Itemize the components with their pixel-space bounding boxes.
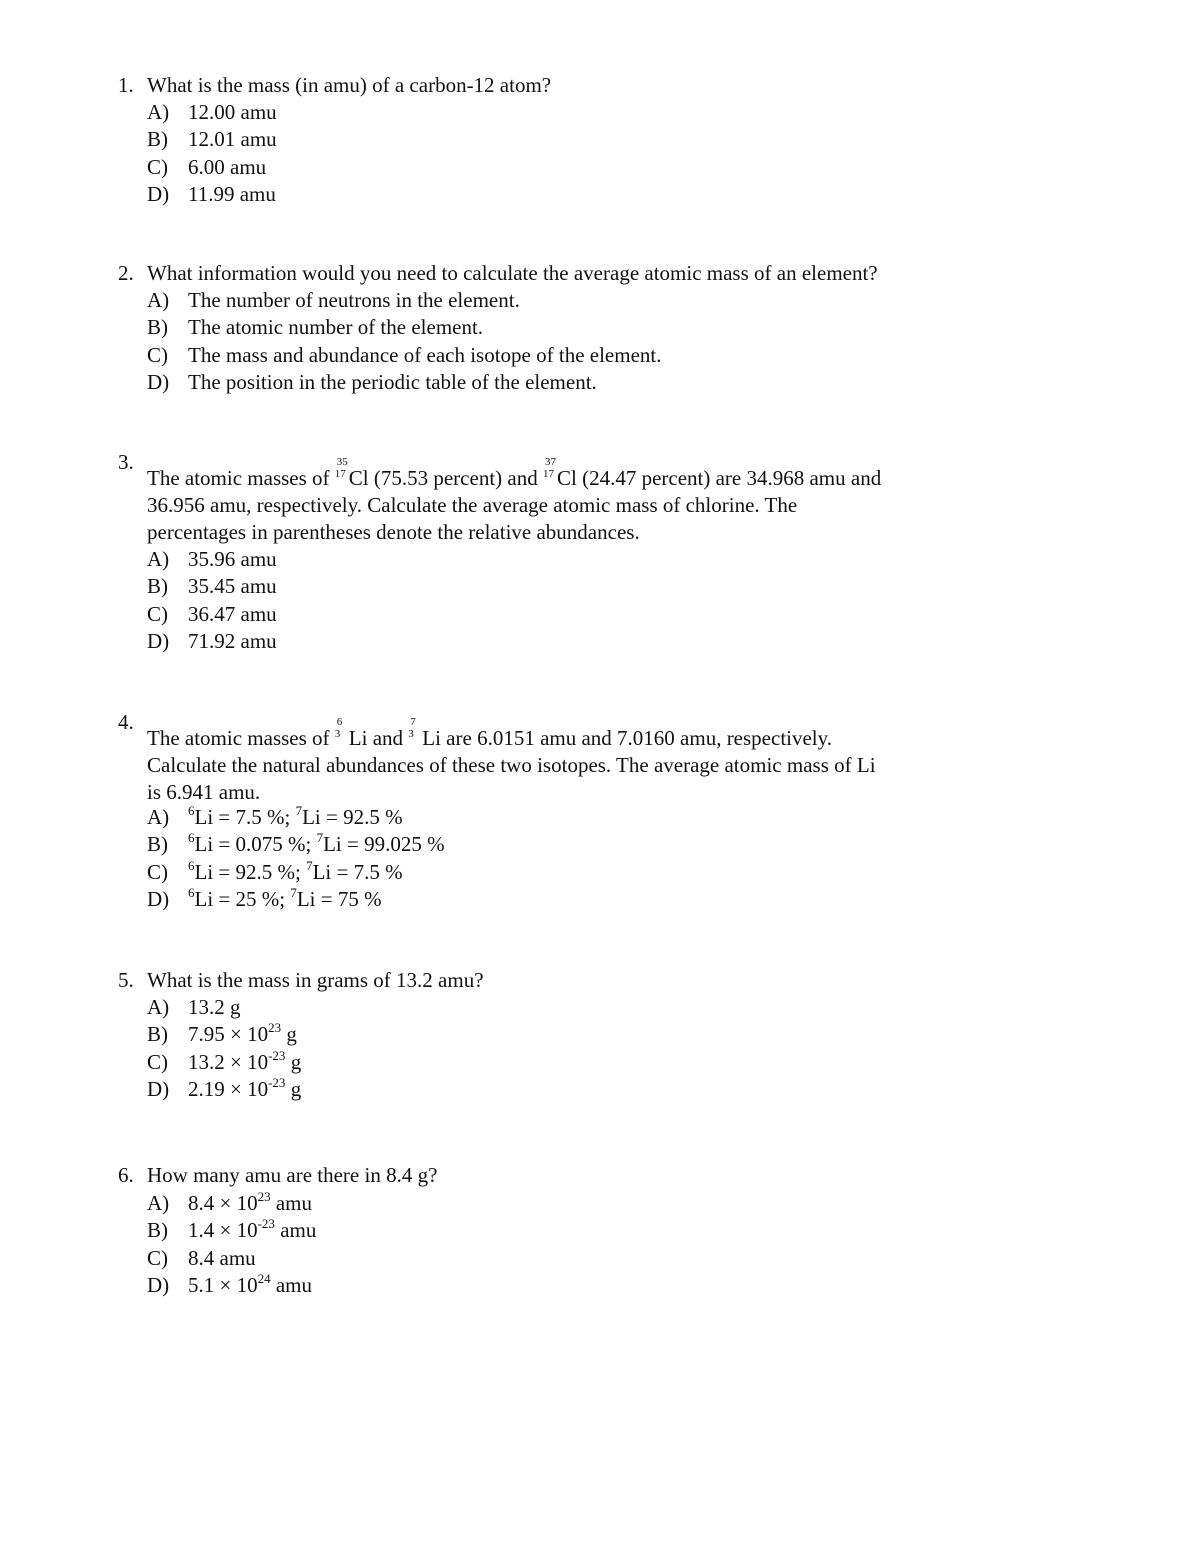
isotope-notation <box>408 716 422 745</box>
option-text: Li = 92.5 % <box>302 805 403 829</box>
option-text: 35.45 amu <box>188 574 277 599</box>
mass-number-superscript: 7 <box>306 857 313 873</box>
option-letter: B) <box>147 315 168 340</box>
option-text: 6.00 amu <box>188 154 267 179</box>
answer-options <box>147 804 445 913</box>
isotope-mass-number: 35 <box>336 456 348 468</box>
mass-number-superscript: 6 <box>188 830 195 846</box>
option-letter: A) <box>147 995 170 1019</box>
exponent: -23 <box>268 1047 286 1063</box>
option-unit: g <box>285 1076 302 1101</box>
option-text: The atomic number of the element. <box>188 315 484 340</box>
question-text: What is the mass in grams of 13.2 amu? <box>147 968 484 992</box>
option-text: Li = 92.5 %; <box>194 859 307 884</box>
option-letter: C) <box>147 342 168 367</box>
option-letter: B) <box>147 1218 168 1243</box>
option-d[interactable] <box>147 1272 316 1299</box>
option-letter: A) <box>147 547 170 571</box>
isotope-notation <box>334 716 349 745</box>
question-text: What is the mass (in amu) of a carbon-12 atom? <box>147 73 552 97</box>
question-number: 5. <box>118 968 134 992</box>
option-letter: A) <box>147 805 170 829</box>
question-number: 3. <box>118 450 134 474</box>
option-text: 7.95 × 10 <box>188 1022 269 1047</box>
option-a[interactable] <box>147 804 445 831</box>
option-a[interactable] <box>147 287 661 314</box>
option-b[interactable] <box>147 1021 301 1048</box>
option-letter: B) <box>147 832 168 857</box>
question-text: What information would you need to calculate the average atomic mass of an element? <box>147 261 878 285</box>
option-text: 1.4 × 10 <box>188 1218 258 1243</box>
question-text-line-3: is 6.941 amu. <box>147 780 261 804</box>
mass-number-superscript: 7 <box>295 803 303 818</box>
question-stem <box>118 1162 437 1189</box>
option-letter: D) <box>147 369 170 394</box>
question-number: 1. <box>118 73 134 97</box>
option-letter: D) <box>147 181 170 206</box>
option-letter: D) <box>147 1076 170 1101</box>
isotope-mass-number: 6 <box>336 716 343 728</box>
option-letter: B) <box>147 127 168 152</box>
mass-number-superscript: 6 <box>188 884 195 900</box>
option-text: 71.92 amu <box>188 628 277 653</box>
question-text: Li and <box>348 726 409 750</box>
isotope-atomic-number: 17 <box>542 468 554 480</box>
answer-options <box>147 546 277 655</box>
option-text: Li = 7.5 %; <box>194 805 296 829</box>
option-letter: B) <box>147 574 168 599</box>
isotope-notation <box>334 456 349 485</box>
option-letter: A) <box>147 1191 170 1215</box>
option-text: 2.19 × 10 <box>188 1076 269 1101</box>
option-b[interactable] <box>147 314 661 341</box>
exponent: -23 <box>257 1216 275 1232</box>
option-unit: amu <box>270 1191 312 1215</box>
option-b[interactable] <box>147 1217 316 1244</box>
isotope-mass-number: 37 <box>544 456 556 468</box>
question-text-line-3: percentages in parentheses denote the relative abundances. <box>147 520 640 544</box>
option-d[interactable] <box>147 181 277 208</box>
option-unit: amu <box>270 1272 312 1297</box>
answer-options <box>147 287 661 396</box>
option-letter: D) <box>147 1272 170 1297</box>
option-b[interactable] <box>147 573 277 600</box>
option-text: 11.99 amu <box>188 181 276 206</box>
exponent: 24 <box>257 1270 271 1286</box>
question-number: 6. <box>118 1163 134 1187</box>
exponent: 23 <box>268 1020 282 1036</box>
option-text: 8.4 × 10 <box>188 1191 258 1215</box>
option-unit: amu <box>274 1218 317 1243</box>
option-text: 8.4 amu <box>188 1245 256 1270</box>
mass-number-superscript: 6 <box>188 857 195 873</box>
option-d[interactable] <box>147 628 277 655</box>
option-c[interactable] <box>147 1049 301 1076</box>
option-b[interactable] <box>147 126 277 153</box>
option-letter: C) <box>147 1049 168 1074</box>
option-letter: C) <box>147 859 168 884</box>
option-a[interactable] <box>147 1190 316 1217</box>
exponent: 23 <box>257 1189 271 1204</box>
mass-number-superscript: 7 <box>290 884 297 900</box>
option-d[interactable] <box>147 886 445 913</box>
question-text: The atomic masses of <box>147 466 335 490</box>
option-letter: C) <box>147 154 168 179</box>
isotope-notation <box>542 456 557 485</box>
option-d[interactable] <box>147 1076 301 1103</box>
option-text: Li = 7.5 % <box>312 859 403 884</box>
question-text: Cl (24.47 percent) are 34.968 amu and <box>556 466 882 490</box>
question-number: 2. <box>118 261 134 285</box>
answer-options <box>147 99 277 208</box>
question-text-line-2: Calculate the natural abundances of these two isotopes. The average atomic mass of Li <box>147 753 876 777</box>
exponent: -23 <box>268 1074 286 1090</box>
question-text-line-2: 36.956 amu, respectively. Calculate the average atomic mass of chlorine. The <box>147 493 798 517</box>
option-letter: A) <box>147 288 170 312</box>
answer-options <box>147 994 301 1103</box>
question-stem <box>118 72 551 99</box>
option-c[interactable] <box>147 859 445 886</box>
option-text: 13.2 g <box>188 995 241 1019</box>
option-unit: g <box>285 1049 302 1074</box>
option-text: Li = 25 %; <box>194 886 291 911</box>
option-text: The position in the periodic table of the element. <box>188 369 597 394</box>
option-unit: g <box>281 1022 297 1047</box>
option-text: 5.1 × 10 <box>188 1272 258 1297</box>
option-text: 35.96 amu <box>188 547 277 571</box>
question-text: How many amu are there in 8.4 g? <box>147 1163 438 1187</box>
option-letter: D) <box>147 886 170 911</box>
option-text: Li = 0.075 %; <box>194 832 317 857</box>
option-text: 13.2 × 10 <box>188 1049 269 1074</box>
isotope-atomic-number: 17 <box>334 468 346 480</box>
isotope-mass-number: 7 <box>410 716 416 728</box>
option-a[interactable] <box>147 994 301 1021</box>
option-c[interactable] <box>147 601 277 628</box>
option-c[interactable] <box>147 342 661 369</box>
question-stem <box>118 260 878 287</box>
option-letter: A) <box>147 100 170 124</box>
question-text: Li are 6.0151 amu and 7.0160 amu, respectively. <box>422 726 833 750</box>
question-text-line-1 <box>147 716 833 752</box>
option-letter: B) <box>147 1022 168 1047</box>
option-text: The mass and abundance of each isotope of the element. <box>188 342 662 367</box>
question-text: Cl (75.53 percent) and <box>348 466 543 490</box>
question-number: 4. <box>118 710 134 734</box>
option-text: Li = 75 % <box>296 886 382 911</box>
option-letter: C) <box>147 1245 168 1270</box>
option-text: 12.00 amu <box>188 100 277 124</box>
mass-number-superscript: 6 <box>188 803 195 818</box>
option-a[interactable] <box>147 546 277 573</box>
option-letter: C) <box>147 601 168 626</box>
option-b[interactable] <box>147 831 445 858</box>
option-d[interactable] <box>147 369 661 396</box>
option-text: The number of neutrons in the element. <box>188 288 520 312</box>
isotope-atomic-number: 3 <box>408 728 414 740</box>
question-text: The atomic masses of <box>147 726 335 750</box>
option-c[interactable] <box>147 1245 316 1272</box>
answer-options <box>147 1190 316 1299</box>
option-a[interactable] <box>147 99 277 126</box>
question-stem <box>118 967 484 994</box>
option-text: 12.01 amu <box>188 127 277 152</box>
option-text: Li = 99.025 % <box>323 832 445 857</box>
option-letter: D) <box>147 628 170 653</box>
question-text-line-1 <box>147 456 882 492</box>
option-c[interactable] <box>147 154 277 181</box>
mass-number-superscript: 7 <box>316 830 324 846</box>
isotope-atomic-number: 3 <box>334 728 341 740</box>
option-text: 36.47 amu <box>188 601 277 626</box>
